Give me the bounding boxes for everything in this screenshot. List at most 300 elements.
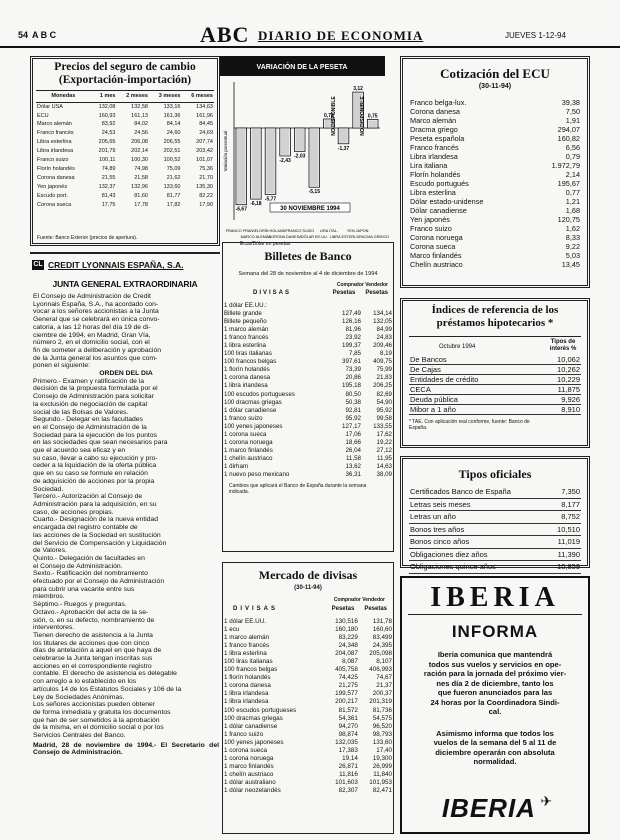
table-cell: 10,262 bbox=[557, 365, 580, 374]
text-line: que han de ser sometidos a la aprobación bbox=[33, 716, 160, 724]
table-row bbox=[409, 511, 581, 524]
table-cell: 98,793 bbox=[372, 730, 392, 738]
table-cell: 17,383 bbox=[338, 746, 358, 754]
chart-bar-hatch bbox=[368, 120, 377, 127]
table-cell: Franco belga-lux. bbox=[410, 98, 467, 107]
table-cell: 127,17 bbox=[342, 422, 361, 430]
table-cell: 1 dólar EE.UU. bbox=[224, 618, 266, 625]
hipo-col2: Tipos de interés % bbox=[549, 339, 577, 352]
chart-bar-hatch bbox=[295, 129, 304, 150]
category-label: FLORÍN HOLAND. bbox=[254, 229, 287, 233]
hipo-note: * TAE. Con aplicación real conforme, fuente: Banco de España. bbox=[409, 419, 530, 431]
table-cell: Billete grande bbox=[224, 310, 262, 318]
bank-logo-icon: CL bbox=[33, 261, 43, 268]
table-cell: 201,319 bbox=[369, 698, 392, 706]
table-cell: 8,910 bbox=[561, 405, 580, 414]
table-cell: 17,40 bbox=[376, 746, 392, 754]
table-row bbox=[409, 152, 581, 161]
table-row bbox=[409, 375, 581, 385]
text-line: Cuarto.- Designación de la nueva entidad bbox=[33, 516, 159, 524]
seguro-footer: Fuente: Banco Exterior (precios de apertura). bbox=[37, 235, 138, 241]
table-cell: Peseta española bbox=[410, 134, 465, 143]
table-cell: Marco alemán bbox=[37, 121, 72, 128]
table-row bbox=[223, 415, 393, 423]
category-label: FRANCO SUIZO bbox=[285, 229, 315, 233]
table-cell: 82,307 bbox=[338, 786, 358, 794]
table-cell: 74,425 bbox=[338, 674, 358, 682]
text-line: social de las Bolsas de Valores. bbox=[33, 408, 129, 416]
table-cell: Entidades de crédito bbox=[410, 375, 479, 384]
table-cell: De Bancos bbox=[410, 355, 447, 364]
table-cell: 83,499 bbox=[372, 634, 392, 642]
text-line: vocar a los señores accionistas a la Junta bbox=[33, 308, 159, 316]
table-row bbox=[36, 147, 214, 156]
table-cell: 81,60 bbox=[134, 192, 148, 199]
divisas-table bbox=[223, 618, 393, 795]
table-cell: 100 yenes japoneses bbox=[224, 738, 284, 746]
text-line: encargada del registro contable de bbox=[33, 524, 138, 532]
chart-footnote: Ecus/Dólar en pesetas bbox=[240, 241, 291, 247]
table-row bbox=[409, 233, 581, 242]
table-cell: Chelín austriaco bbox=[410, 260, 463, 269]
text-line: normalidad. bbox=[473, 757, 517, 766]
table-row bbox=[409, 548, 581, 561]
table-cell: 50,38 bbox=[345, 398, 361, 406]
table-cell: Yen japonés bbox=[410, 215, 450, 224]
seguro-subtitle: (Exportación-importación) bbox=[58, 74, 192, 86]
table-cell: Florín holandés bbox=[410, 170, 461, 179]
table-cell: 83,229 bbox=[338, 634, 358, 642]
table-row bbox=[409, 197, 581, 206]
seguro-cambio-box bbox=[30, 56, 220, 246]
table-cell: 26,871 bbox=[338, 762, 358, 770]
table-cell: 161,96 bbox=[196, 112, 213, 119]
table-cell: 201,79 bbox=[98, 148, 116, 155]
table-cell: 80,50 bbox=[345, 390, 361, 398]
table-cell: Billete pequeño bbox=[224, 318, 267, 326]
table-cell: 1 libra esterlina bbox=[224, 650, 267, 658]
table-cell: Lira italiana bbox=[410, 161, 448, 170]
table-row bbox=[223, 326, 393, 334]
table-cell: Obligaciones quince años bbox=[410, 562, 496, 571]
table-cell: 132,37 bbox=[98, 183, 116, 190]
table-row bbox=[223, 690, 393, 698]
table-cell: 1 florín holandés bbox=[224, 366, 270, 374]
table-cell: 135,30 bbox=[196, 183, 213, 190]
table-cell: 206,08 bbox=[131, 139, 148, 146]
table-cell: 205,098 bbox=[369, 650, 392, 658]
table-row bbox=[409, 536, 581, 549]
table-cell: 100 yenes japoneses bbox=[224, 422, 283, 430]
table-row bbox=[223, 739, 393, 747]
table-cell: 81,43 bbox=[101, 192, 116, 199]
table-cell: 160,93 bbox=[98, 112, 116, 119]
table-cell: 1 corona noruega bbox=[224, 754, 274, 762]
table-cell: 100 escudos portugueses bbox=[224, 390, 295, 398]
table-cell: 1 franco suizo bbox=[224, 414, 263, 422]
tipos-box bbox=[400, 456, 590, 571]
table-cell: Corona sueca bbox=[410, 242, 456, 251]
hipo-col1: Octubre 1994 bbox=[439, 344, 476, 350]
table-row bbox=[36, 129, 214, 138]
table-row bbox=[223, 423, 393, 431]
text-line: ciembre de 1994, en Madrid, Gran Vía, bbox=[33, 331, 151, 339]
table-cell: Marco alemán bbox=[410, 116, 457, 125]
text-line: Octavo.- Aprobación del acta de la se- bbox=[33, 608, 149, 616]
table-cell: 133,60 bbox=[163, 183, 181, 190]
table-cell: 82,22 bbox=[199, 192, 213, 199]
table-cell: 1 marco alemán bbox=[224, 326, 269, 334]
divisas-h1: Pesetas bbox=[331, 606, 355, 612]
table-row bbox=[409, 134, 581, 143]
table-cell: 0,77 bbox=[565, 188, 580, 197]
hipo-table bbox=[409, 355, 581, 415]
iberia-logo bbox=[412, 793, 582, 824]
table-row bbox=[223, 310, 393, 318]
table-row bbox=[223, 682, 393, 690]
table-cell: 24,53 bbox=[101, 130, 116, 137]
table-cell: 10,062 bbox=[557, 355, 580, 364]
table-cell: 8,087 bbox=[342, 658, 358, 666]
chart-bar-hatch bbox=[310, 129, 319, 186]
text-line: la exclusión de negociación de capital bbox=[33, 400, 148, 408]
table-cell: 99,58 bbox=[376, 414, 392, 422]
page-number: 54 bbox=[18, 30, 29, 40]
chart-bar-hatch bbox=[339, 129, 348, 143]
table-cell: Dólar estado-unidense bbox=[410, 197, 484, 206]
table-cell: 195,18 bbox=[342, 382, 361, 390]
table-row bbox=[223, 755, 393, 763]
text-line: que el acuerdo sea eficaz y en bbox=[33, 447, 126, 455]
text-line: Sexto.- Ratificación del nombramiento bbox=[33, 570, 148, 578]
table-cell: Corona danesa bbox=[410, 107, 460, 116]
table-cell: 24,395 bbox=[372, 642, 392, 650]
table-cell: 11,390 bbox=[557, 549, 580, 559]
table-cell: 160,60 bbox=[372, 626, 392, 634]
text-line: interventores. bbox=[33, 624, 75, 632]
divisas-subhead: Comprador Vendedor bbox=[333, 597, 385, 603]
table-cell: 1 corona noruega bbox=[224, 438, 273, 446]
pub-name: A B C bbox=[32, 30, 57, 40]
data-label: -2,43 bbox=[279, 157, 291, 164]
table-cell: 1,21 bbox=[565, 197, 580, 206]
signature: Madrid, 28 de noviembre de 1994.- El Secretario del Consejo de Administración. bbox=[33, 741, 219, 757]
table-cell: 14,63 bbox=[376, 462, 392, 470]
table-cell: 13,45 bbox=[561, 260, 580, 269]
table-cell: 1.972,79 bbox=[551, 161, 580, 170]
table-cell: 26,04 bbox=[345, 446, 361, 454]
table-row bbox=[223, 650, 393, 658]
table-row bbox=[223, 391, 393, 399]
divisas-box bbox=[222, 562, 394, 834]
table-row bbox=[223, 642, 393, 650]
table-cell: 54,90 bbox=[376, 398, 392, 406]
text-line: Sociedad. bbox=[33, 485, 64, 493]
iberia-sub: INFORMA bbox=[451, 622, 539, 641]
text-line: número 2, en el domicilio social, con el bbox=[33, 339, 150, 347]
text-line: en las sociedades que sean necesarios para bbox=[33, 439, 168, 447]
text-line: que en su caso se formule en relación bbox=[33, 470, 148, 478]
table-row bbox=[36, 183, 214, 192]
text-line: nes día 2 de diciembre, tanto los bbox=[436, 678, 554, 688]
category-label: CORONA DANESA bbox=[268, 235, 302, 239]
table-row bbox=[223, 318, 393, 326]
table-row bbox=[223, 666, 393, 674]
table-cell: 21,62 bbox=[166, 174, 181, 181]
table-cell: 81,572 bbox=[338, 706, 358, 714]
table-cell: 100 escudos portugueses bbox=[224, 706, 297, 714]
table-row bbox=[409, 365, 581, 375]
table-cell: 8,19 bbox=[379, 350, 392, 358]
table-cell: Certificados Banco de España bbox=[410, 487, 511, 496]
data-label: -5,77 bbox=[264, 196, 277, 203]
table-cell: 1 dólar canadiense bbox=[224, 722, 278, 730]
table-cell: 1 dólar EE.UU.: bbox=[224, 302, 267, 309]
table-cell: 20,86 bbox=[345, 374, 361, 382]
rotated-label: NO DISPONIBLE bbox=[360, 96, 367, 136]
table-cell: 84,99 bbox=[376, 326, 392, 334]
table-cell: 100,30 bbox=[131, 157, 148, 164]
table-cell: 17,78 bbox=[134, 201, 148, 208]
table-cell: 17,82 bbox=[166, 201, 181, 208]
table-cell: 161,13 bbox=[131, 112, 148, 119]
text-line: del Servicio de Compensación y Liquidación bbox=[33, 539, 167, 547]
table-cell: 95,92 bbox=[376, 406, 392, 414]
plane-icon: ✈ bbox=[540, 793, 553, 809]
text-line: celebrarse la Junta tengan inscritas sus bbox=[33, 655, 153, 663]
table-row bbox=[409, 215, 581, 224]
table-row bbox=[223, 763, 393, 771]
table-cell: 7,350 bbox=[561, 487, 580, 496]
table-cell: 1 ecu bbox=[224, 626, 240, 634]
table-cell: 101,07 bbox=[196, 157, 213, 164]
table-cell: 17,62 bbox=[376, 430, 392, 438]
table-row bbox=[36, 174, 214, 183]
table-cell: 2 meses bbox=[116, 91, 148, 103]
text-line: miembros. bbox=[33, 593, 65, 601]
table-row bbox=[223, 618, 393, 626]
table-cell: 38,09 bbox=[376, 470, 392, 478]
table-cell: 84,45 bbox=[199, 121, 213, 128]
data-label: -6,67 bbox=[235, 206, 248, 213]
table-cell: 294,07 bbox=[557, 125, 580, 134]
table-cell: Libra esterlina bbox=[410, 188, 456, 197]
table-cell: 132,035 bbox=[335, 738, 358, 746]
text-line: artículos 14 de los Estatutos Sociales y 106 de la bbox=[33, 685, 182, 693]
table-cell: 81,96 bbox=[345, 326, 361, 334]
text-line: su caso, llevar a cabo su ejecución y pro- bbox=[33, 454, 158, 462]
table-cell: Libra esterlina bbox=[37, 139, 72, 146]
table-cell: 1 franco francés bbox=[224, 334, 269, 342]
table-cell: 160,82 bbox=[557, 134, 580, 143]
table-row bbox=[409, 161, 581, 170]
table-row bbox=[223, 455, 393, 463]
table-row bbox=[36, 120, 214, 129]
billetes-box bbox=[222, 242, 394, 552]
table-cell: 1 marco alemán bbox=[224, 634, 270, 642]
table-cell: 120,75 bbox=[557, 215, 580, 224]
table-row bbox=[36, 112, 214, 121]
divisas-h2: Pesetas bbox=[364, 606, 387, 612]
table-cell: Bonos cinco años bbox=[410, 537, 470, 546]
table-cell: 13,62 bbox=[345, 462, 361, 470]
table-row bbox=[409, 188, 581, 197]
table-cell: 8,177 bbox=[561, 499, 580, 509]
text-line: Asimismo informa que todos los bbox=[436, 728, 554, 738]
table-cell: 92,81 bbox=[345, 406, 361, 414]
table-cell: 100 francos belgas bbox=[224, 358, 277, 366]
table-row bbox=[409, 260, 581, 269]
text-line: Servicios Centrales del Banco. bbox=[33, 732, 126, 740]
billetes-note: Cambios que aplicará el Banco de España durante la semana indicada. bbox=[229, 483, 367, 496]
table-cell: Escudo portugués bbox=[410, 179, 469, 188]
table-cell: 1,91 bbox=[565, 116, 580, 125]
table-cell: Mibor a 1 año bbox=[410, 405, 456, 414]
table-cell: Marco finlandés bbox=[410, 251, 462, 260]
table-row bbox=[409, 242, 581, 251]
category-label: FRANCO FRANC. bbox=[225, 229, 257, 233]
text-line: para cubrir una vacante entre sus bbox=[33, 585, 135, 593]
table-row bbox=[409, 486, 581, 498]
table-cell: Letras seis meses bbox=[410, 499, 471, 509]
table-cell: 19,300 bbox=[372, 754, 392, 762]
text-line: en el Consejo de Administración de la bbox=[33, 423, 147, 431]
billetes-h2: Pesetas bbox=[365, 290, 388, 296]
text-line: cal. bbox=[488, 707, 502, 716]
table-cell: 202,51 bbox=[163, 148, 181, 155]
table-cell: 8,752 bbox=[561, 512, 580, 521]
table-cell: 100,11 bbox=[99, 157, 116, 164]
table-cell: 132,58 bbox=[131, 103, 148, 110]
table-cell: Corona danesa bbox=[37, 174, 75, 181]
table-cell: 1 corona danesa bbox=[224, 682, 271, 690]
text-line: diciembre operarán con absoluta bbox=[435, 747, 555, 757]
table-row bbox=[223, 787, 393, 795]
table-cell: 84,02 bbox=[134, 121, 148, 128]
table-cell: 0,79 bbox=[565, 152, 580, 161]
table-cell: 24,56 bbox=[134, 130, 148, 137]
data-label: 0,78 bbox=[324, 113, 334, 120]
text-line: las acciones de la Sociedad en sustitución bbox=[33, 531, 161, 539]
table-cell: 81,77 bbox=[166, 192, 181, 199]
text-line: Sociedad para la ejecución de los puntos bbox=[33, 431, 157, 439]
text-line: efectuado por el Consejo de Administración bbox=[33, 578, 165, 586]
data-label: 3,12 bbox=[353, 86, 363, 93]
table-cell: 9,22 bbox=[565, 242, 580, 251]
category-label: MARCO ALEMÁN bbox=[240, 235, 272, 239]
table-cell: 204,087 bbox=[335, 650, 358, 658]
table-cell: ECU bbox=[37, 112, 49, 119]
table-row bbox=[223, 399, 393, 407]
table-cell: 1 mes bbox=[91, 91, 117, 103]
data-label: -2,03 bbox=[293, 153, 306, 160]
table-cell: 19,22 bbox=[376, 438, 392, 446]
table-cell: 11,875 bbox=[557, 385, 580, 394]
table-cell: Florín holandés bbox=[37, 165, 75, 172]
chart-bar-hatch bbox=[237, 129, 246, 204]
ecu-box bbox=[400, 56, 590, 288]
table-row bbox=[409, 498, 581, 511]
table-row bbox=[409, 98, 581, 107]
iberia-title: IBERIA bbox=[408, 582, 582, 615]
text-line: General que se celebrará en única convo- bbox=[33, 316, 160, 324]
table-cell: Libra irlandesa bbox=[410, 152, 458, 161]
table-cell: 11,95 bbox=[376, 454, 392, 462]
table-row bbox=[223, 431, 393, 439]
tipos-title: Tipos oficiales bbox=[458, 467, 532, 481]
table-row bbox=[36, 165, 214, 174]
table-cell: 11,58 bbox=[345, 454, 361, 462]
masthead bbox=[0, 22, 620, 48]
text-line: con arreglo a lo establecido en los bbox=[33, 678, 137, 686]
table-row bbox=[223, 374, 393, 382]
table-row bbox=[36, 192, 214, 201]
table-cell: 98,874 bbox=[338, 730, 358, 738]
table-cell: Corona sueca bbox=[37, 201, 72, 208]
ecu-title: Cotización del ECU bbox=[440, 66, 550, 81]
table-cell: 133,55 bbox=[373, 422, 392, 430]
table-row bbox=[223, 779, 393, 787]
table-cell: 133,16 bbox=[163, 103, 181, 110]
table-cell: Corona noruega bbox=[410, 233, 463, 242]
table-cell: 100 dracmas griegas bbox=[224, 714, 283, 722]
text-line: decisión de la propuesta formulada por el bbox=[33, 385, 158, 393]
table-cell: 21,275 bbox=[338, 682, 358, 690]
text-line: Tercero.- Autorización al Consejo de bbox=[33, 493, 143, 501]
table-cell: 1 dólar australiano bbox=[224, 778, 276, 786]
table-cell: 17,90 bbox=[199, 201, 213, 208]
billetes-period: Semana del 28 de noviembre al 4 de diciembre de 1994 bbox=[238, 271, 378, 277]
table-cell: 74,98 bbox=[134, 165, 148, 172]
table-cell: 406,993 bbox=[369, 666, 392, 674]
table-row bbox=[223, 626, 393, 634]
table-cell: 27,12 bbox=[376, 446, 392, 454]
credit-body bbox=[33, 293, 219, 757]
table-cell: 133,60 bbox=[372, 738, 392, 746]
text-line: Lyonnais España, S.A., ha acordado con- bbox=[33, 300, 159, 308]
tipos-table bbox=[409, 486, 581, 574]
text-line: de Valores. bbox=[33, 547, 67, 555]
table-cell: 83,92 bbox=[101, 121, 116, 128]
text-line: fin de someter a deliberación y aprobación bbox=[33, 346, 162, 354]
text-line: catoria, a las 12 horas del día 19 de di- bbox=[33, 323, 151, 331]
table-cell: 200,37 bbox=[372, 690, 392, 698]
table-row bbox=[409, 405, 581, 415]
table-cell: 195,67 bbox=[557, 179, 580, 188]
table-cell: 17,75 bbox=[101, 201, 116, 208]
table-cell: 54,361 bbox=[338, 714, 358, 722]
text-line: Séptimo.- Ruegos y preguntas. bbox=[33, 601, 127, 609]
table-cell: 2,14 bbox=[565, 170, 580, 179]
table-cell: De Cajas bbox=[410, 365, 441, 374]
category-label: DRACMA GRIEGO bbox=[356, 235, 389, 239]
table-row bbox=[409, 224, 581, 233]
table-row bbox=[409, 251, 581, 260]
table-cell: 84,14 bbox=[166, 121, 181, 128]
table-row bbox=[223, 439, 393, 447]
text-line: ponen el siguiente: bbox=[33, 362, 91, 370]
chart-bar-hatch bbox=[252, 129, 261, 198]
table-cell: 21,70 bbox=[199, 174, 213, 181]
table-cell: 1 dólar canadiense bbox=[224, 406, 277, 414]
table-row bbox=[223, 731, 393, 739]
divisas-date: (30-11-94) bbox=[294, 585, 322, 591]
table-row bbox=[409, 116, 581, 125]
table-cell: 409,75 bbox=[373, 358, 392, 366]
table-cell: Franco francés bbox=[37, 130, 74, 137]
table-cell: 1 marco finlandés bbox=[224, 446, 273, 454]
chart-title: VARIACIÓN DE LA PESETA bbox=[256, 64, 348, 71]
